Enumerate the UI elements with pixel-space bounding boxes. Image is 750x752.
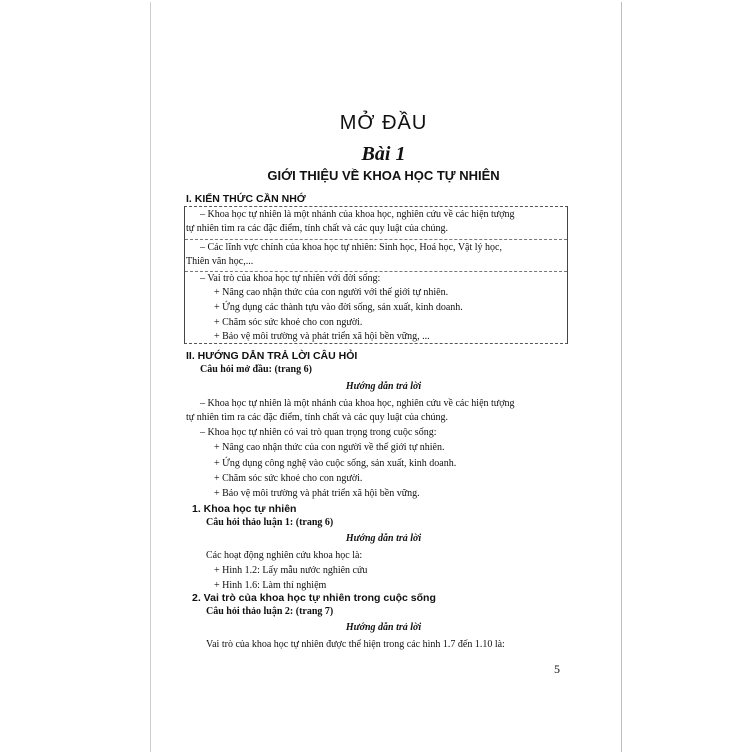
answer-line: tự nhiên tìm ra các đặc điểm, tính chất và các quy luật của chúng. — [186, 412, 448, 423]
answer-line: – Khoa học tự nhiên là một nhánh của khoa học, nghiên cứu về các hiện tượng — [200, 398, 515, 409]
question-heading: Câu hỏi thảo luận 2: (trang 7) — [206, 606, 334, 617]
knowledge-line: – Vai trò của khoa học tự nhiên với đời sống: — [200, 273, 381, 284]
answer-guide-label: Hướng dẫn trả lời — [345, 381, 422, 392]
answer-line: Các hoạt động nghiên cứu khoa học là: — [206, 550, 363, 561]
answer-bullet: + Ứng dụng công nghệ vào cuộc sống, sản xuất, kinh doanh. — [214, 458, 457, 469]
answer-bullet: + Chăm sóc sức khoẻ cho con người. — [214, 473, 363, 484]
answer-guide-label: Hướng dẫn trả lời — [345, 533, 422, 544]
answer-bullet: + Hình 1.6: Làm thí nghiệm — [214, 580, 327, 591]
answer-line: – Khoa học tự nhiên có vai trò quan trọng trong cuộc sống: — [200, 427, 437, 438]
page-number: 5 — [554, 662, 560, 676]
knowledge-line: tự nhiên tìm ra các đặc điểm, tính chất và các quy luật của chúng. — [186, 223, 448, 234]
knowledge-line: – Các lĩnh vực chính của khoa học tự nhiên: Sinh học, Hoá học, Vật lý học, — [200, 242, 502, 253]
answer-bullet: + Bảo vệ môi trường và phát triển xã hội bền vững. — [214, 488, 420, 499]
answer-bullet: + Hình 1.2: Lấy mẫu nước nghiên cứu — [214, 565, 368, 576]
knowledge-bullet: + Nâng cao nhận thức của con người với thế giới tự nhiên. — [214, 287, 449, 298]
knowledge-bullet: + Ứng dụng các thành tựu vào đời sống, sản xuất, kinh doanh. — [214, 302, 463, 313]
chapter-title: MỞ ĐẦU — [339, 112, 428, 134]
section-heading-knowledge: I. KIẾN THỨC CẦN NHỚ — [186, 193, 306, 205]
knowledge-line: Thiên văn học,... — [186, 256, 254, 267]
question-heading: Câu hỏi mở đầu: (trang 6) — [200, 364, 312, 375]
answer-bullet: + Nâng cao nhận thức của con người về thế giới tự nhiên. — [214, 442, 445, 453]
answer-guide-label: Hướng dẫn trả lời — [345, 622, 422, 633]
section-heading-answers: II. HƯỚNG DẪN TRẢ LỜI CÂU HỎI — [186, 350, 358, 362]
answer-line: Vai trò của khoa học tự nhiên được thể hiện trong các hình 1.7 đến 1.10 là: — [206, 639, 505, 650]
knowledge-line: – Khoa học tự nhiên là một nhánh của khoa học, nghiên cứu về các hiện tượng — [200, 209, 515, 220]
lesson-number: Bài 1 — [361, 143, 406, 165]
topic-heading-role: 2. Vai trò của khoa học tự nhiên trong cuộc sống — [192, 592, 436, 604]
knowledge-bullet: + Bảo vệ môi trường và phát triển xã hội bền vững, ... — [214, 331, 430, 342]
lesson-title: GIỚI THIỆU VỀ KHOA HỌC TỰ NHIÊN — [267, 168, 500, 183]
question-heading: Câu hỏi thảo luận 1: (trang 6) — [206, 517, 334, 528]
knowledge-bullet: + Chăm sóc sức khoẻ cho con người. — [214, 317, 363, 328]
topic-heading-natural-science: 1. Khoa học tự nhiên — [192, 503, 297, 515]
